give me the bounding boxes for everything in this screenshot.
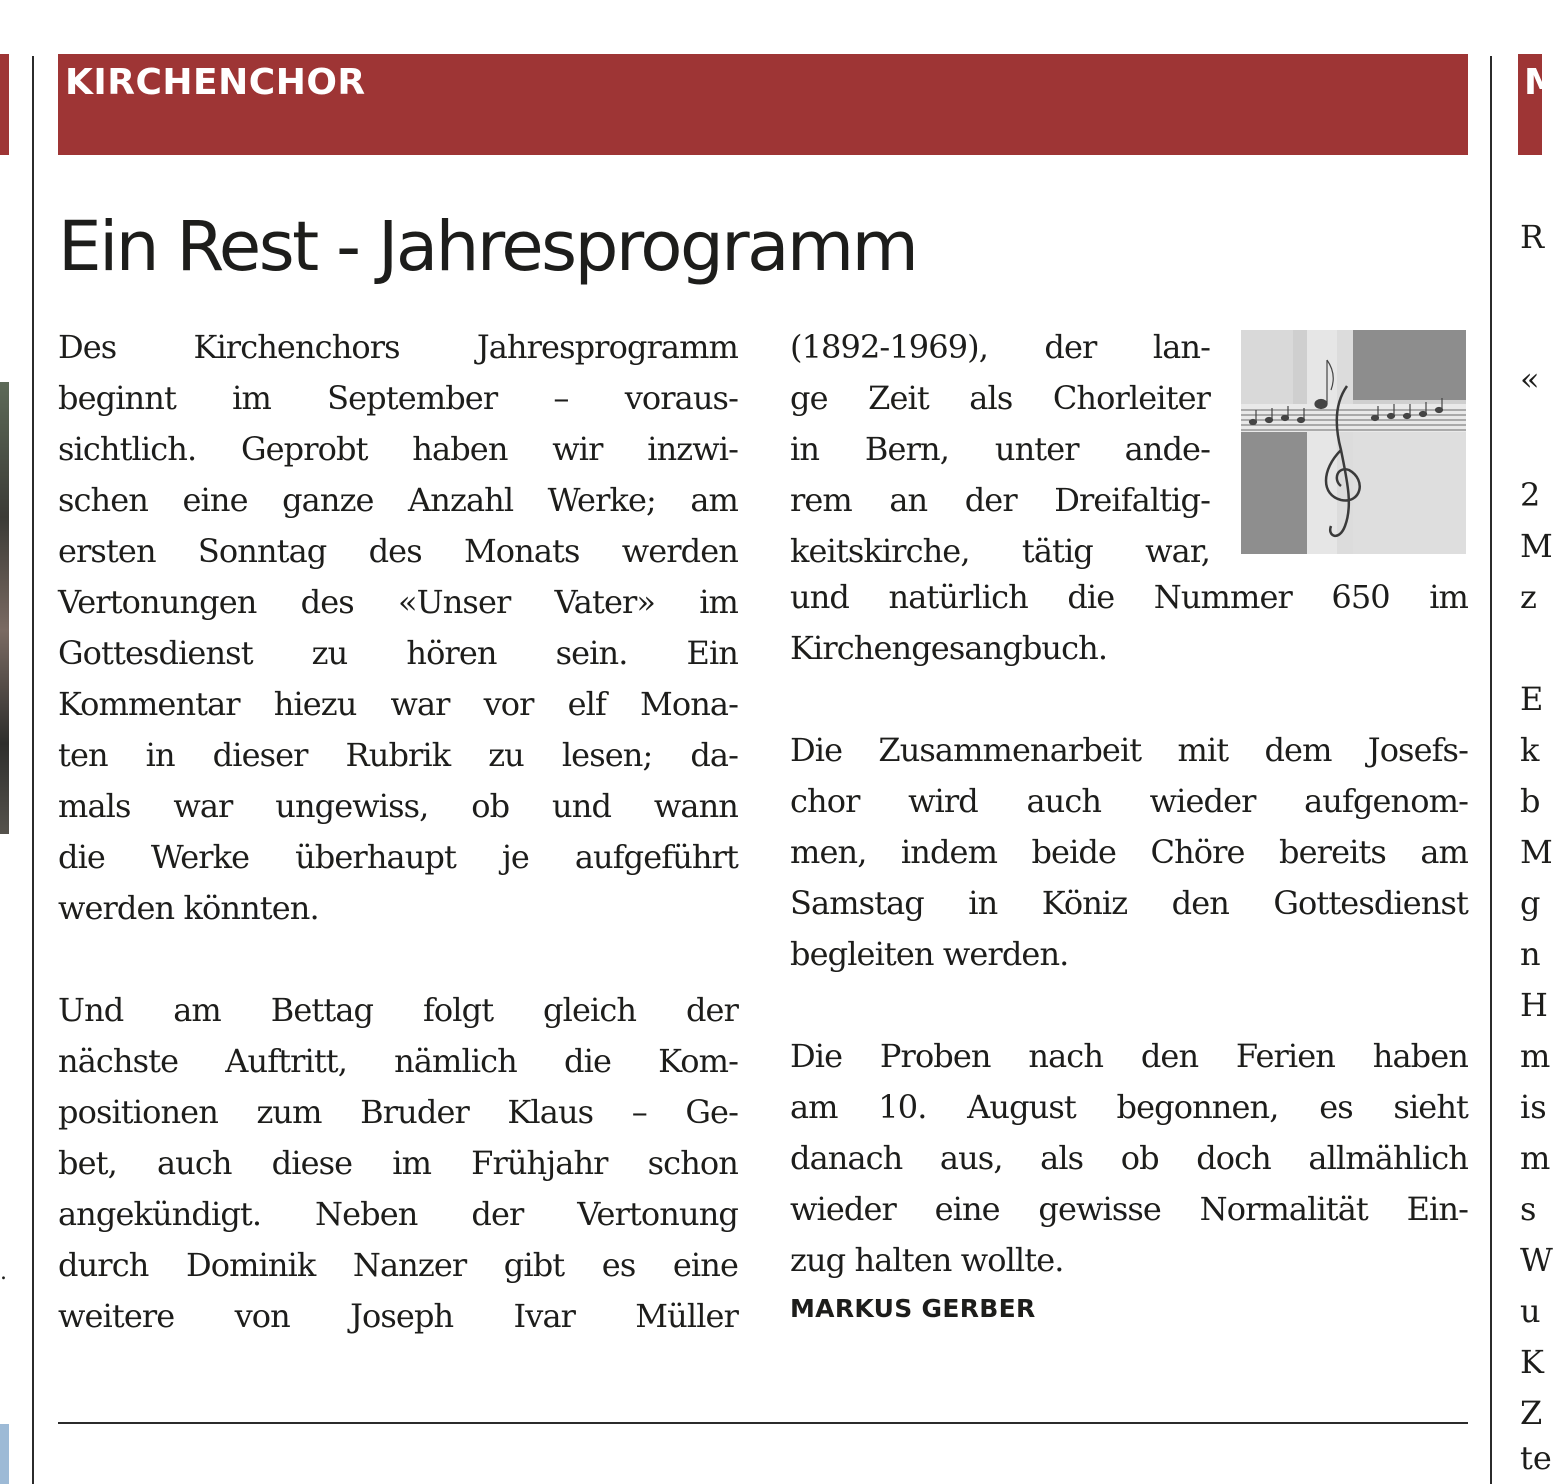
article-column-1 (58, 322, 738, 1342)
text-line: Die Zusammenarbeit mit dem Josefs- (790, 731, 1468, 769)
neighbor-fragment: m (1520, 1139, 1551, 1177)
text-line: mals war ungewiss, ob und wann (58, 787, 738, 825)
neighbor-fragment: E (1520, 680, 1544, 718)
text-line: ersten Sonntag des Monats werden (58, 532, 738, 570)
text-line: beginnt im September – voraus- (58, 379, 738, 417)
text-line: Kommentar hiezu war vor elf Mona- (58, 685, 738, 723)
text-line: werden könnten. (58, 889, 319, 927)
text-line: Samstag in Köniz den Gottesdienst (790, 884, 1468, 922)
article-column-2-top (790, 322, 1210, 577)
neighbor-fragment: 2 (1520, 476, 1541, 514)
text-line: (1892-1969), der lan- (790, 328, 1210, 366)
neighbor-fragment: te (1520, 1439, 1552, 1477)
neighbor-rubric-letter: M (1524, 62, 1560, 103)
neighbor-fragment: K (1520, 1343, 1544, 1381)
text-line: in Bern, unter ande- (790, 430, 1210, 468)
text-line: sichtlich. Geprobt haben wir inzwi- (58, 430, 738, 468)
rubric-bar (58, 54, 1468, 155)
neighbor-fragment: is (1520, 1088, 1547, 1126)
text-line: danach aus, als ob doch allmählich (790, 1139, 1468, 1177)
neighbor-fragment: g (1520, 884, 1541, 922)
neighbor-image-left (0, 1424, 9, 1484)
text-line: Kirchengesangbuch. (790, 629, 1108, 667)
author-byline: MARKUS GERBER (790, 1294, 1036, 1323)
neighbor-fragment: M (1520, 527, 1553, 565)
text-line: die Werke überhaupt je aufgeführt (58, 838, 738, 876)
text-line: ten in dieser Rubrik zu lesen; da- (58, 736, 738, 774)
neighbor-text-right (1520, 0, 1553, 1484)
neighbor-fragment: b (1520, 782, 1541, 820)
neighbor-fragment: H (1520, 986, 1548, 1024)
neighbor-fragment: s (1520, 1190, 1537, 1228)
column-divider-right (1490, 56, 1492, 1484)
text-line: bet, auch diese im Frühjahr schon (58, 1144, 738, 1182)
music-notation-image (1241, 330, 1466, 554)
article-headline: Ein Rest - Jahresprogramm (58, 207, 917, 287)
text-line: und natürlich die Nummer 650 im (790, 578, 1468, 616)
neighbor-fragment: W (1520, 1241, 1553, 1279)
column-divider-left (32, 56, 34, 1484)
text-line: angekündigt. Neben der Vertonung (58, 1195, 738, 1233)
paragraph-gap (790, 674, 1468, 725)
neighbor-fragment: Z (1520, 1394, 1543, 1432)
text-line: men, indem beide Chöre bereits am (790, 833, 1468, 871)
text-line: Die Proben nach den Ferien haben (790, 1037, 1468, 1075)
neighbor-photo-left (0, 382, 9, 834)
neighbor-fragment: M (1520, 833, 1553, 871)
text-line: nächste Auftritt, nämlich die Kom- (58, 1042, 738, 1080)
neighbor-fragment: z (1520, 578, 1537, 616)
paragraph-gap (58, 934, 738, 985)
text-line: schen eine ganze Anzahl Werke; am (58, 481, 738, 519)
text-line: Vertonungen des «Unser Vater» im (58, 583, 738, 621)
neighbor-fragment: R (1520, 218, 1545, 256)
text-line: Des Kirchenchors Jahresprogramm (58, 328, 738, 366)
neighbor-fragment: m (1520, 1037, 1551, 1075)
neighbor-fragment: k (1520, 731, 1540, 769)
neighbor-fragment: u (1520, 1292, 1541, 1330)
text-line: chor wird auch wieder aufgenom- (790, 782, 1468, 820)
text-line: durch Dominik Nanzer gibt es eine (58, 1246, 738, 1284)
text-line: begleiten werden. (790, 935, 1069, 973)
text-line: rem an der Dreifaltig- (790, 481, 1210, 519)
rubric-label: KIRCHENCHOR (65, 62, 366, 103)
text-line: ge Zeit als Chorleiter (790, 379, 1210, 417)
text-line: zug halten wollte. (790, 1241, 1064, 1279)
neighbor-text-left: . (0, 1260, 7, 1285)
neighbor-fragment: n (1520, 935, 1541, 973)
text-line: weitere von Joseph Ivar Müller (58, 1297, 738, 1335)
text-line: Gottesdienst zu hören sein. Ein (58, 634, 738, 672)
text-line: keitskirche, tätig war, (790, 532, 1210, 570)
text-line: Und am Bettag folgt gleich der (58, 991, 738, 1029)
article-bottom-rule (58, 1422, 1468, 1424)
neighbor-rubric-bar-left (0, 54, 9, 155)
text-line: wieder eine gewisse Normalität Ein- (790, 1190, 1468, 1228)
article-column-2 (790, 572, 1468, 1286)
text-line: am 10. August begonnen, es sieht (790, 1088, 1468, 1126)
neighbor-fragment: « (1520, 360, 1540, 398)
text-line: positionen zum Bruder Klaus – Ge- (58, 1093, 738, 1131)
paragraph-gap (790, 980, 1468, 1031)
